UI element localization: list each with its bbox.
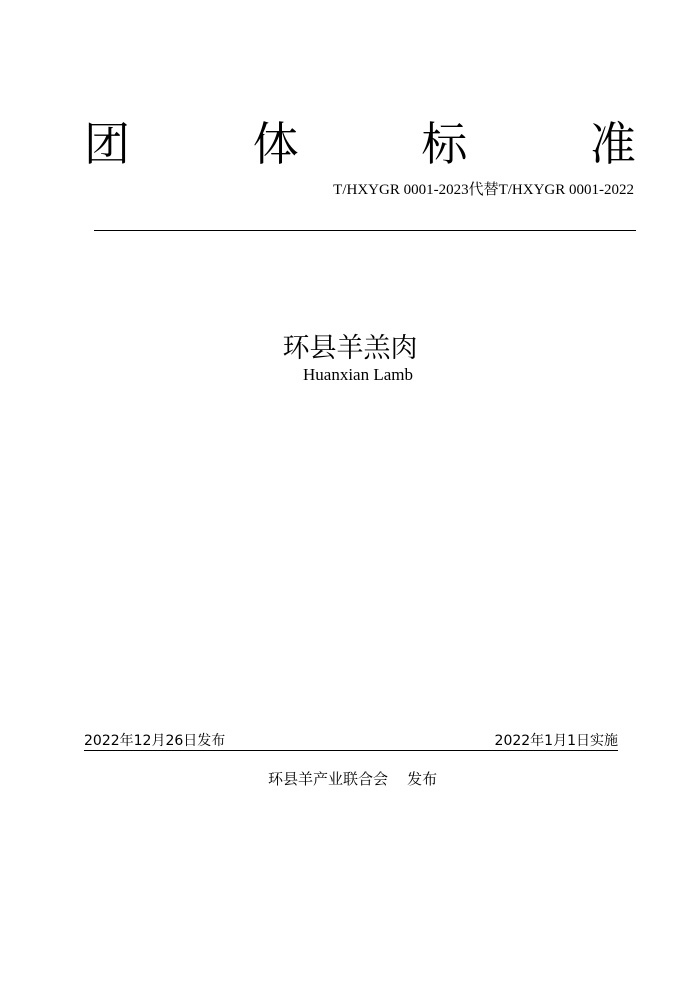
heading-char-1: 团 [84,117,130,171]
standard-type-heading [84,112,636,176]
publisher: 环县羊产业联合会 发布 [268,770,438,788]
heading-char-2: 体 [252,117,299,171]
standard-code: T/HXYGR 0001-2023代替T/HXYGR 0001-2022 [333,182,634,198]
heading-char-4: 准 [589,117,636,171]
document-subtitle: Huanxian Lamb [303,365,413,384]
date-row [84,732,618,751]
header-divider [94,230,636,231]
publish-date: 2022年12月26日发布 [84,733,226,749]
heading-char-3: 标 [421,117,468,171]
implement-date: 2022年1月1日实施 [494,733,618,749]
document-title: 环县羊羔肉 [282,333,418,364]
